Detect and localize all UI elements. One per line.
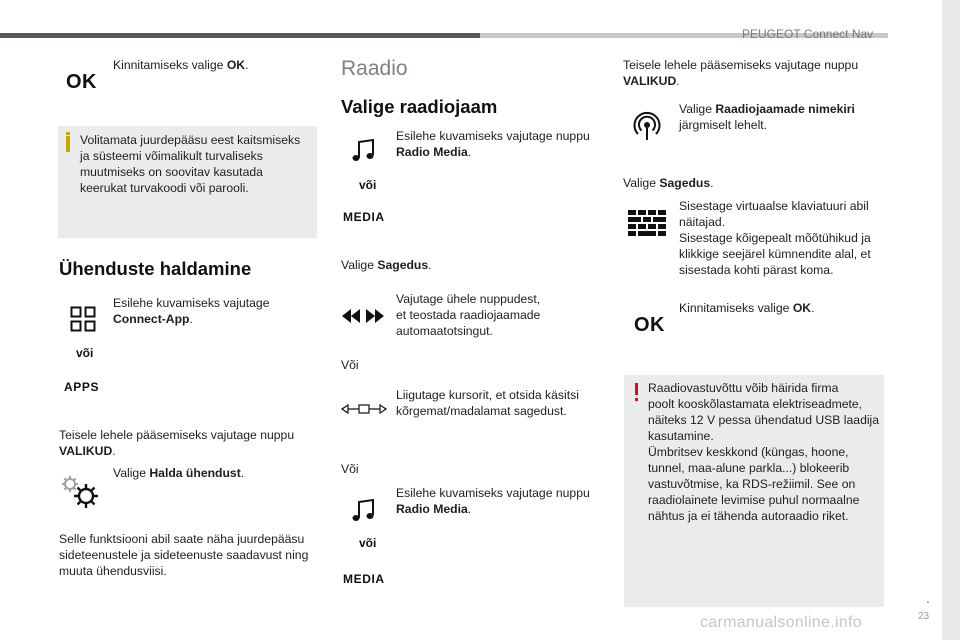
- radio-media-instruction: Esilehe kuvamiseks vajutage nuppu Radio Media.: [396, 129, 590, 159]
- gears-icon: [58, 474, 102, 512]
- ok-button-label: OK: [66, 71, 97, 93]
- seek-arrows-icon: [340, 306, 386, 326]
- music-note-icon: [351, 498, 377, 524]
- ok-instruction: Kinnitamiseks valige OK.: [113, 58, 249, 72]
- or-label: või: [76, 346, 94, 360]
- ok-instruction-2: Kinnitamiseks valige OK.: [679, 301, 815, 315]
- frequency-slider-icon: [340, 402, 388, 416]
- running-title: PEUGEOT Connect Nav: [742, 27, 874, 41]
- header-bar: [0, 33, 480, 38]
- station-list-instruction: Valige Raadiojaamade nimekiri järgmiselt lehelt.: [679, 102, 855, 132]
- page-edge-strip: [942, 0, 960, 640]
- apps-label: APPS: [64, 380, 100, 394]
- options-instruction-radio: Teisele lehele pääsemiseks vajutage nuppu VALIKUD.: [623, 58, 859, 88]
- page-marker: .: [926, 590, 930, 606]
- info-icon: [66, 136, 70, 152]
- info-note-text: Volitamata juurdepääsu eest kaitsmiseks ja süsteemi võimalikult turvaliseks muutmiseks on soovitav kasutada keerukat turvakoodi või parooli.: [80, 133, 301, 195]
- section-title-connections: Ühenduste haldamine: [59, 258, 252, 279]
- media-label: MEDIA: [343, 210, 385, 224]
- media-label-2: MEDIA: [343, 572, 385, 586]
- info-icon-dot: [66, 132, 70, 135]
- music-note-icon: [351, 138, 377, 164]
- apps-instruction: Esilehe kuvamiseks vajutage Connect-App.: [113, 296, 270, 326]
- or-label-cap: Või: [341, 358, 359, 372]
- radio-title: Raadio: [341, 57, 408, 80]
- warning-icon-dot: [635, 398, 638, 401]
- keyboard-icon: [628, 210, 668, 238]
- or-label-cap-2: Või: [341, 462, 359, 476]
- manage-connection-instruction: Valige Halda ühendust.: [113, 466, 245, 480]
- radio-list-icon: [633, 111, 661, 141]
- select-station-title: Valige raadiojaam: [341, 96, 498, 117]
- select-frequency-instruction-2: Valige Sagedus.: [623, 176, 714, 190]
- page-number: 23: [918, 611, 930, 622]
- select-frequency-instruction: Valige Sagedus.: [341, 258, 432, 272]
- keyboard-instruction: Sisestage virtuaalse klaviatuuri abil näitajad. Sisestage kõigepealt mõõtühikud ja klikkige seejärel kümnendite alal, et sisestada kohti pärast koma.: [679, 199, 871, 277]
- ok-button-label-2: OK: [634, 314, 665, 336]
- warning-note-text: Raadiovastuvõttu võib häirida firma poolt kooskõlastamata elektriseadmete, näiteks 12 V pessa ühendatud USB laadija kasutamine. Ümbritsev keskkond (küngas, hoone, tunnel, maa-alune parkla...) blokeerib vastuvõtmise, ka RDS-režiimil. See on raadiolainete levimise puhul normaalne nähtus ja ei tähenda autoraadio riket.: [648, 381, 880, 523]
- watermark: carmanualsonline.info: [700, 614, 862, 631]
- apps-grid-icon: [70, 306, 96, 332]
- connections-description: Selle funktsiooni abil saate näha juurdepääsu sideteenustele ja sideteenuste saadavust ning muuta ühendusviisi.: [59, 532, 309, 578]
- slider-instruction: Liigutage kursorit, et otsida käsitsi kõrgemat/madalamat sagedust.: [396, 388, 579, 418]
- radio-media-instruction-2: Esilehe kuvamiseks vajutage nuppu Radio Media.: [396, 486, 590, 516]
- or-label-2: või: [359, 536, 377, 550]
- or-label: või: [359, 178, 377, 192]
- options-instruction: Teisele lehele pääsemiseks vajutage nuppu VALIKUD.: [59, 428, 295, 458]
- warning-icon: [635, 383, 638, 395]
- seek-instruction: Vajutage ühele nuppudest, et teostada raadiojaamade automaatotsingut.: [396, 292, 541, 338]
